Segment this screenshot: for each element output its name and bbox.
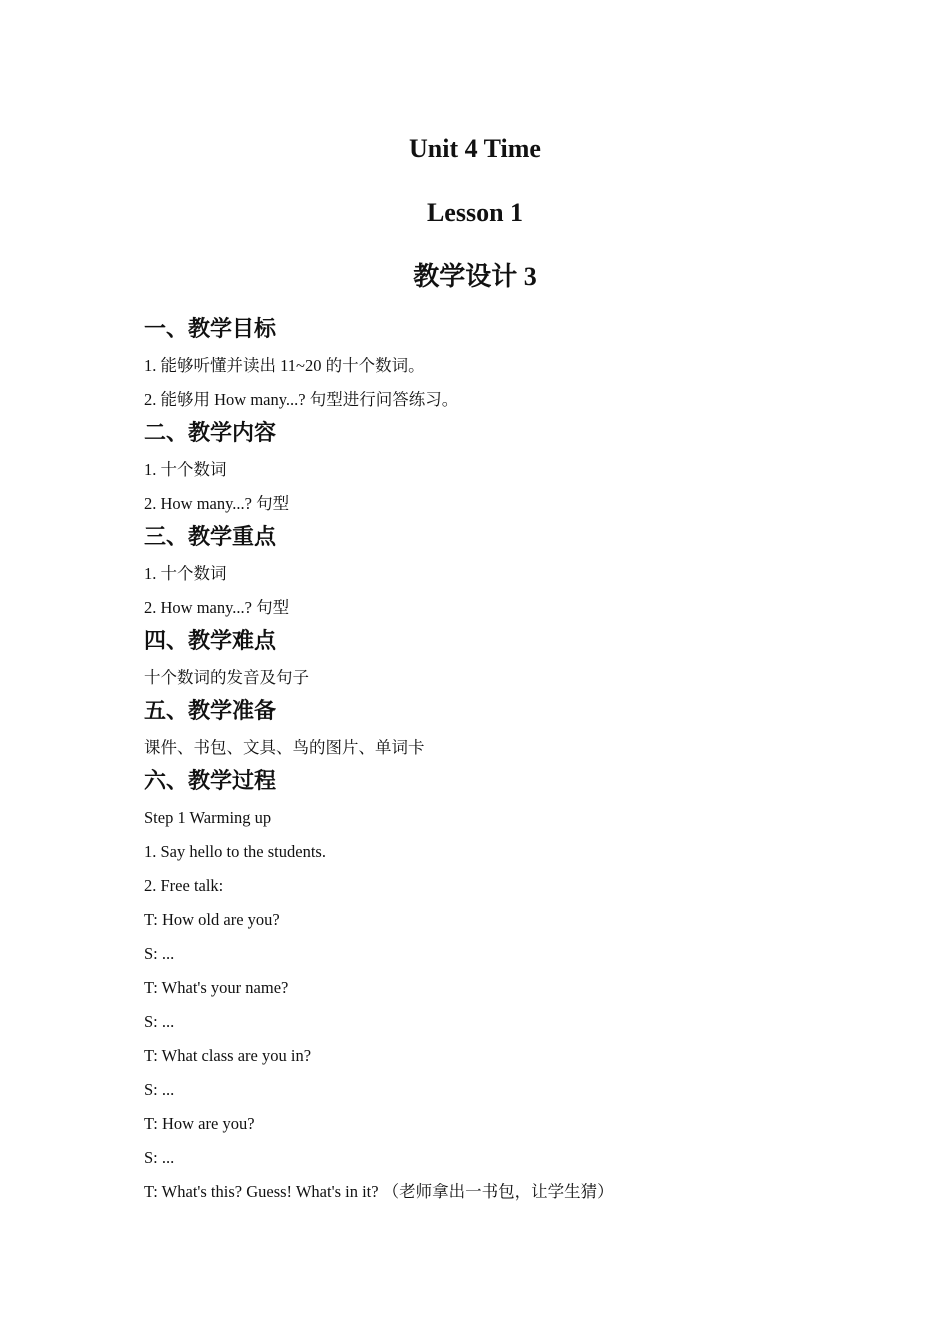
keypoint-item: 1. 十个数词 xyxy=(144,564,227,583)
document-title: Unit 4 Time xyxy=(409,134,541,163)
keypoint-item: 2. How many...? 句型 xyxy=(144,598,290,617)
process-item: 1. Say hello to the students. xyxy=(144,842,326,861)
dialogue-line: T: What class are you in? xyxy=(144,1046,312,1065)
preparation-item: 课件、书包、文具、鸟的图片、单词卡 xyxy=(144,738,425,757)
dialogue-line: T: What's your name? xyxy=(144,978,289,997)
goal-item: 1. 能够听懂并读出 11~20 的十个数词。 xyxy=(144,356,425,375)
dialogue-line: T: How are you? xyxy=(144,1114,255,1133)
dialogue-line: T: What's this? Guess! What's in it? （老师拿出一书包，让学生猜） xyxy=(144,1182,614,1201)
difficulty-item: 十个数词的发音及句子 xyxy=(144,668,309,687)
dialogue-line: S: ... xyxy=(144,944,175,963)
section-heading-difficulties: 四、教学难点 xyxy=(144,628,277,653)
goal-item: 2. 能够用 How many...? 句型进行问答练习。 xyxy=(144,390,459,409)
content-item: 2. How many...? 句型 xyxy=(144,494,290,513)
section-heading-process: 六、教学过程 xyxy=(144,768,277,793)
dialogue-line: S: ... xyxy=(144,1080,175,1099)
document-body xyxy=(144,313,844,1209)
design-title: 教学设计 3 xyxy=(413,262,537,291)
section-heading-keypoints: 三、教学重点 xyxy=(144,524,277,549)
dialogue-line: T: How old are you? xyxy=(144,910,280,929)
process-step-title: Step 1 Warming up xyxy=(144,808,272,827)
section-heading-preparation: 五、教学准备 xyxy=(144,698,277,723)
dialogue-line: S: ... xyxy=(144,1148,175,1167)
content-item: 1. 十个数词 xyxy=(144,460,227,479)
dialogue-line: S: ... xyxy=(144,1012,175,1031)
section-heading-content: 二、教学内容 xyxy=(144,420,277,445)
section-heading-goals: 一、教学目标 xyxy=(144,316,277,341)
lesson-title: Lesson 1 xyxy=(426,198,524,227)
process-item: 2. Free talk: xyxy=(144,876,224,895)
